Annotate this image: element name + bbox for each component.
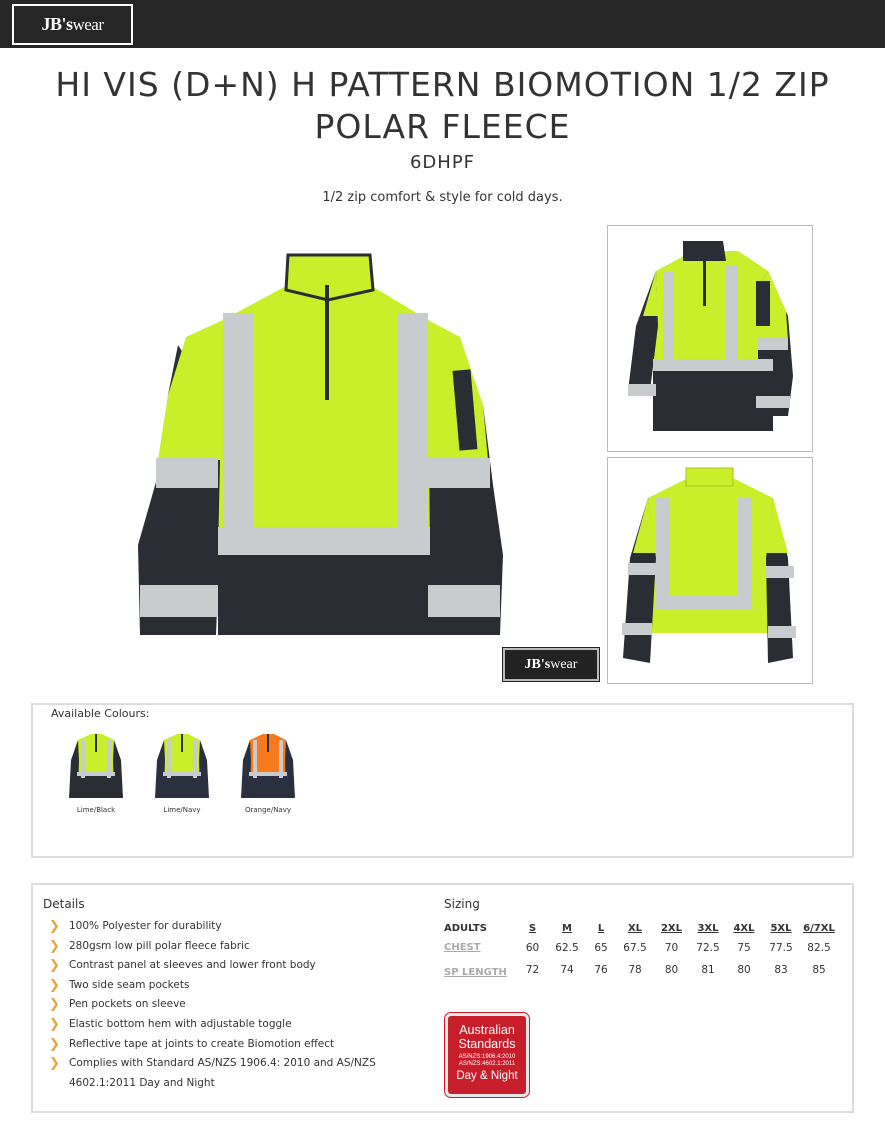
size-cell: 83 xyxy=(774,964,788,976)
size-cell: 85 xyxy=(812,964,826,976)
details-item xyxy=(49,937,409,957)
size-cell: 70 xyxy=(664,942,679,954)
size-header-row xyxy=(444,918,838,938)
reflective-left-elbow xyxy=(156,458,218,488)
australian-standards-badge xyxy=(445,1013,529,1097)
size-header-2xl: 2XL xyxy=(660,922,683,934)
size-header-3xl: 3XL xyxy=(697,922,719,934)
size-row-chest xyxy=(444,938,838,960)
reflective-left-cuff xyxy=(140,585,218,617)
reflective-right-elbow xyxy=(428,458,490,488)
logo-sub: wear xyxy=(72,14,104,34)
size-cell: 65 xyxy=(594,942,608,954)
chevron-right-icon: ❯ xyxy=(49,977,60,993)
product-title-text: HI VIS (D+N) H PATTERN BIOMOTION 1/2 ZIP POLAR FLEECE xyxy=(55,65,830,146)
watermark-logo xyxy=(503,648,599,681)
size-cell: 62.5 xyxy=(555,942,579,954)
size-cell: 80 xyxy=(737,964,751,976)
zip xyxy=(325,285,329,400)
details-item-text: 100% Polyester for durability xyxy=(69,920,222,932)
swatch-lime-navy[interactable] xyxy=(152,730,212,810)
swatch-label-lime-black: Lime/Black xyxy=(76,806,116,814)
size-header-adults: ADULTS xyxy=(444,922,487,934)
chevron-right-icon: ❯ xyxy=(49,1036,60,1052)
specs-panel xyxy=(31,883,854,1113)
size-chart xyxy=(444,918,838,982)
size-cell: 80 xyxy=(664,964,679,976)
details-item-text: Elastic bottom hem with adjustable toggle xyxy=(69,1017,292,1030)
available-colours-label: Available Colours: xyxy=(51,707,150,720)
available-colours-panel xyxy=(31,703,854,858)
size-cell: 76 xyxy=(594,964,608,976)
product-title xyxy=(0,64,885,148)
chevron-right-icon: ❯ xyxy=(49,997,60,1013)
thumbnail-back-view[interactable] xyxy=(607,457,813,684)
faded-hem xyxy=(138,635,508,690)
brand-logo[interactable] xyxy=(12,4,133,45)
size-header-s: S xyxy=(528,922,537,934)
details-item xyxy=(49,917,409,937)
size-cell: 72 xyxy=(525,964,540,976)
size-cell: 67.5 xyxy=(623,942,647,954)
swatch-orange-navy[interactable] xyxy=(238,730,298,810)
size-cell: 77.5 xyxy=(769,942,793,954)
wm-main: JB's xyxy=(524,656,551,672)
details-item xyxy=(49,995,409,1015)
details-item xyxy=(49,1035,409,1055)
body-lower xyxy=(218,545,430,635)
size-cell: 72.5 xyxy=(696,942,720,954)
chevron-right-icon: ❯ xyxy=(49,1056,60,1072)
left-sleeve-upper xyxy=(158,320,223,460)
badge-title: Australian Standards xyxy=(458,1023,516,1051)
size-header-m: M xyxy=(562,922,572,934)
details-item-text: Reflective tape at joints to create Biomotion effect xyxy=(69,1037,335,1050)
side-view-image xyxy=(608,226,812,451)
size-cell: 75 xyxy=(737,942,751,954)
details-item-text: Contrast panel at sleeves and lower front body xyxy=(69,959,316,972)
thumbnail-side-view[interactable] xyxy=(607,225,813,452)
main-product-image xyxy=(138,245,508,690)
size-header-6-7xl: 6/7XL xyxy=(803,922,835,934)
details-item xyxy=(49,976,409,996)
details-item xyxy=(49,1054,409,1093)
chevron-right-icon: ❯ xyxy=(49,1016,60,1032)
chevron-right-icon: ❯ xyxy=(49,938,60,954)
reflective-left-vertical xyxy=(223,313,253,553)
size-header-l: L xyxy=(597,922,605,934)
badge-line-2: AS/NZS:4602.1:2011 xyxy=(458,1061,516,1067)
reflective-right-cuff xyxy=(428,585,500,617)
logo-main: JB's xyxy=(41,14,73,34)
size-cell: 74 xyxy=(560,964,574,976)
back-view-image xyxy=(608,458,812,683)
badge-line-1: AS/NZS:1906.4:2010 xyxy=(458,1054,516,1060)
swatch-label-lime-navy: Lime/Navy xyxy=(163,806,201,814)
details-item-text: Pen pockets on sleeve xyxy=(69,998,186,1011)
product-code: 6DHPF xyxy=(409,152,476,173)
sizing-heading: Sizing xyxy=(444,897,480,911)
chevron-right-icon: ❯ xyxy=(49,919,60,934)
chevron-right-icon: ❯ xyxy=(49,958,60,974)
size-header-4xl: 4XL xyxy=(733,922,755,934)
collar xyxy=(286,255,373,300)
size-row-label: SP LENGTH xyxy=(444,967,507,978)
size-header-xl: XL xyxy=(627,922,643,934)
swatch-lime-black[interactable] xyxy=(66,730,126,810)
details-item-text: Two side seam pockets xyxy=(69,978,190,991)
size-header-5xl: 5XL xyxy=(770,922,792,934)
product-tagline: 1/2 zip comfort & style for cold days. xyxy=(322,190,563,205)
size-cell: 60 xyxy=(525,942,540,954)
size-cell: 81 xyxy=(701,964,715,976)
badge-footer: Day & Night xyxy=(456,1070,518,1082)
details-list xyxy=(49,917,409,1093)
details-item-text: 280gsm low pill polar fleece fabric xyxy=(69,939,250,952)
header-bar xyxy=(0,0,885,48)
reflective-waist xyxy=(218,527,430,555)
details-item xyxy=(49,956,409,976)
wm-sub: wear xyxy=(550,656,578,672)
details-heading: Details xyxy=(43,897,85,911)
size-cell: 82.5 xyxy=(807,942,831,954)
size-row-sp-length xyxy=(444,960,838,982)
size-cell: 78 xyxy=(628,964,642,976)
details-item-text: Complies with Standard AS/NZS 1906.4: 2010 and AS/NZS 4602.1:2011 Day and Night xyxy=(69,1057,376,1089)
reflective-right-vertical xyxy=(398,313,428,553)
details-item xyxy=(49,1015,409,1035)
size-row-label: CHEST xyxy=(444,942,481,953)
swatch-label-orange-navy: Orange/Navy xyxy=(244,806,292,814)
